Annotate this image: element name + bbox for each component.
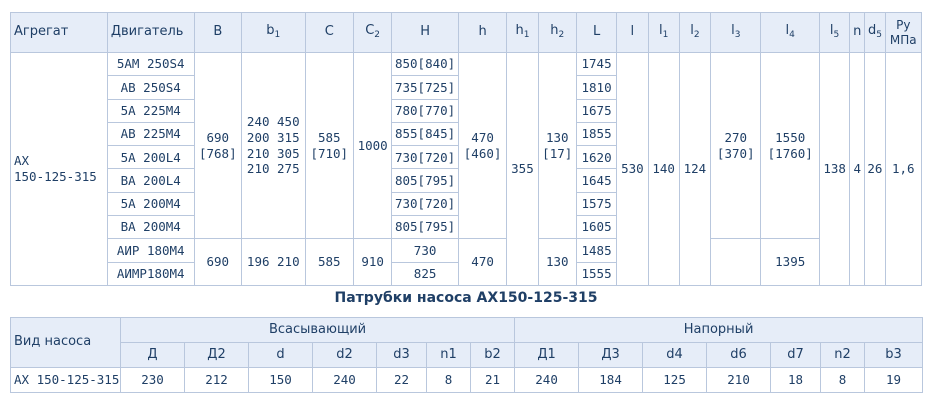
g1-l4: 1550 [1760] <box>761 53 820 239</box>
g2-l3 <box>711 239 761 286</box>
l-value: 530 <box>617 53 648 286</box>
H-cell: 855[845] <box>392 122 459 145</box>
motor-cell: BA 200L4 <box>107 169 194 192</box>
H-cell: 735[725] <box>392 76 459 99</box>
discharge-col-header: Д1 <box>515 343 579 368</box>
header-l5: $l_5$ <box>819 13 849 53</box>
g1-b1: 240 450 200 315 210 305 210 275 <box>242 53 306 239</box>
suction-col-header: b2 <box>471 343 515 368</box>
pump-type-header: Вид насоса <box>11 318 121 368</box>
L-cell: 1810 <box>576 76 616 99</box>
discharge-value: 18 <box>771 368 821 393</box>
L-cell: 1485 <box>576 239 616 262</box>
H-cell: 730 <box>392 239 459 262</box>
n-value: 4 <box>850 53 865 286</box>
discharge-value: 125 <box>643 368 707 393</box>
suction-value: 8 <box>427 368 471 393</box>
column-header-row <box>11 343 923 368</box>
nozzles-table <box>10 317 923 393</box>
g1-h2: 130 [17] <box>538 53 576 239</box>
header-aggregate: Агрегат <box>11 13 108 53</box>
d5-value: 26 <box>865 53 885 286</box>
motor-cell: 5AM 250S4 <box>107 53 194 76</box>
g1-l3: 270 [370] <box>711 53 761 239</box>
g2-C2: 910 <box>353 239 391 286</box>
discharge-col-header: d4 <box>643 343 707 368</box>
group-header-row <box>11 318 923 343</box>
g2-C: 585 <box>305 239 353 286</box>
discharge-value: 19 <box>865 368 923 393</box>
g1-h: 470 [460] <box>458 53 506 239</box>
H-cell: 805[795] <box>392 169 459 192</box>
py-value: 1,6 <box>885 53 921 286</box>
discharge-value: 210 <box>707 368 771 393</box>
header-l1: $l_1$ <box>648 13 679 53</box>
suction-col-header: Д2 <box>185 343 249 368</box>
l2-value: 124 <box>679 53 710 286</box>
h1-value: 355 <box>507 53 538 286</box>
suction-value: 21 <box>471 368 515 393</box>
motor-cell: AB 250S4 <box>107 76 194 99</box>
suction-value: 230 <box>121 368 185 393</box>
discharge-value: 8 <box>821 368 865 393</box>
aggregate-dimensions-table <box>10 12 922 286</box>
L-cell: 1675 <box>576 99 616 122</box>
H-cell: 780[770] <box>392 99 459 122</box>
L-cell: 1855 <box>576 122 616 145</box>
g2-b1: 196 210 <box>242 239 306 286</box>
H-cell: 730[720] <box>392 192 459 215</box>
header-L: L <box>576 13 616 53</box>
header-motor: Двигатель <box>107 13 194 53</box>
g1-C: 585 [710] <box>305 53 353 239</box>
discharge-col-header: Д3 <box>579 343 643 368</box>
H-cell: 805[795] <box>392 216 459 239</box>
discharge-col-header: n2 <box>821 343 865 368</box>
header-h1: $h_1$ <box>507 13 538 53</box>
motor-cell: 5A 225M4 <box>107 99 194 122</box>
header-l: l <box>617 13 648 53</box>
nozzles-caption: Патрубки насоса АХ150-125-315 <box>334 290 598 306</box>
l1-value: 140 <box>648 53 679 286</box>
aggregate-name: AX 150-125-315 <box>11 53 108 286</box>
discharge-value: 184 <box>579 368 643 393</box>
header-l3: $l_3$ <box>711 13 761 53</box>
header-py: Py МПа <box>885 13 921 53</box>
header-C2: $C_2$ <box>353 13 391 53</box>
suction-col-header: d <box>249 343 313 368</box>
header-l2: $l_2$ <box>679 13 710 53</box>
header-n: n <box>850 13 865 53</box>
suction-col-header: d3 <box>377 343 427 368</box>
discharge-value: 240 <box>515 368 579 393</box>
motor-cell: BA 200M4 <box>107 216 194 239</box>
L-cell: 1645 <box>576 169 616 192</box>
discharge-col-header: d6 <box>707 343 771 368</box>
g2-h: 470 <box>458 239 506 286</box>
header-row <box>11 13 922 53</box>
L-cell: 1605 <box>576 216 616 239</box>
L-cell: 1620 <box>576 146 616 169</box>
suction-value: 240 <box>313 368 377 393</box>
motor-cell: AB 225M4 <box>107 122 194 145</box>
g1-C2: 1000 <box>353 53 391 239</box>
header-d5: $d_5$ <box>865 13 885 53</box>
discharge-col-header: d7 <box>771 343 821 368</box>
motor-cell: 5A 200L4 <box>107 146 194 169</box>
header-B: B <box>194 13 241 53</box>
table-row <box>11 368 923 393</box>
l5-value: 138 <box>819 53 849 286</box>
L-cell: 1575 <box>576 192 616 215</box>
g2-B: 690 <box>194 239 241 286</box>
table-row <box>11 239 922 262</box>
discharge-col-header: b3 <box>865 343 923 368</box>
suction-value: 212 <box>185 368 249 393</box>
L-cell: 1745 <box>576 53 616 76</box>
header-l4: $l_4$ <box>761 13 820 53</box>
header-C: C <box>305 13 353 53</box>
discharge-header: Напорный <box>515 318 923 343</box>
motor-cell: АИР 180М4 <box>107 239 194 262</box>
table-row <box>11 53 922 76</box>
H-cell: 730[720] <box>392 146 459 169</box>
header-b1: $b_1$ <box>242 13 306 53</box>
suction-col-header: Д <box>121 343 185 368</box>
suction-header: Всасывающий <box>121 318 515 343</box>
g2-h2: 130 <box>538 239 576 286</box>
header-h: h <box>458 13 506 53</box>
suction-value: 150 <box>249 368 313 393</box>
L-cell: 1555 <box>576 262 616 285</box>
H-cell: 850[840] <box>392 53 459 76</box>
header-H: H <box>392 13 459 53</box>
header-h2: $h_2$ <box>538 13 576 53</box>
suction-col-header: d2 <box>313 343 377 368</box>
g1-B: 690 [768] <box>194 53 241 239</box>
pump-type-value: АХ 150-125-315 <box>11 368 121 393</box>
g2-l4: 1395 <box>761 239 820 286</box>
motor-cell: АИМР180М4 <box>107 262 194 285</box>
motor-cell: 5A 200M4 <box>107 192 194 215</box>
H-cell: 825 <box>392 262 459 285</box>
suction-col-header: n1 <box>427 343 471 368</box>
suction-value: 22 <box>377 368 427 393</box>
